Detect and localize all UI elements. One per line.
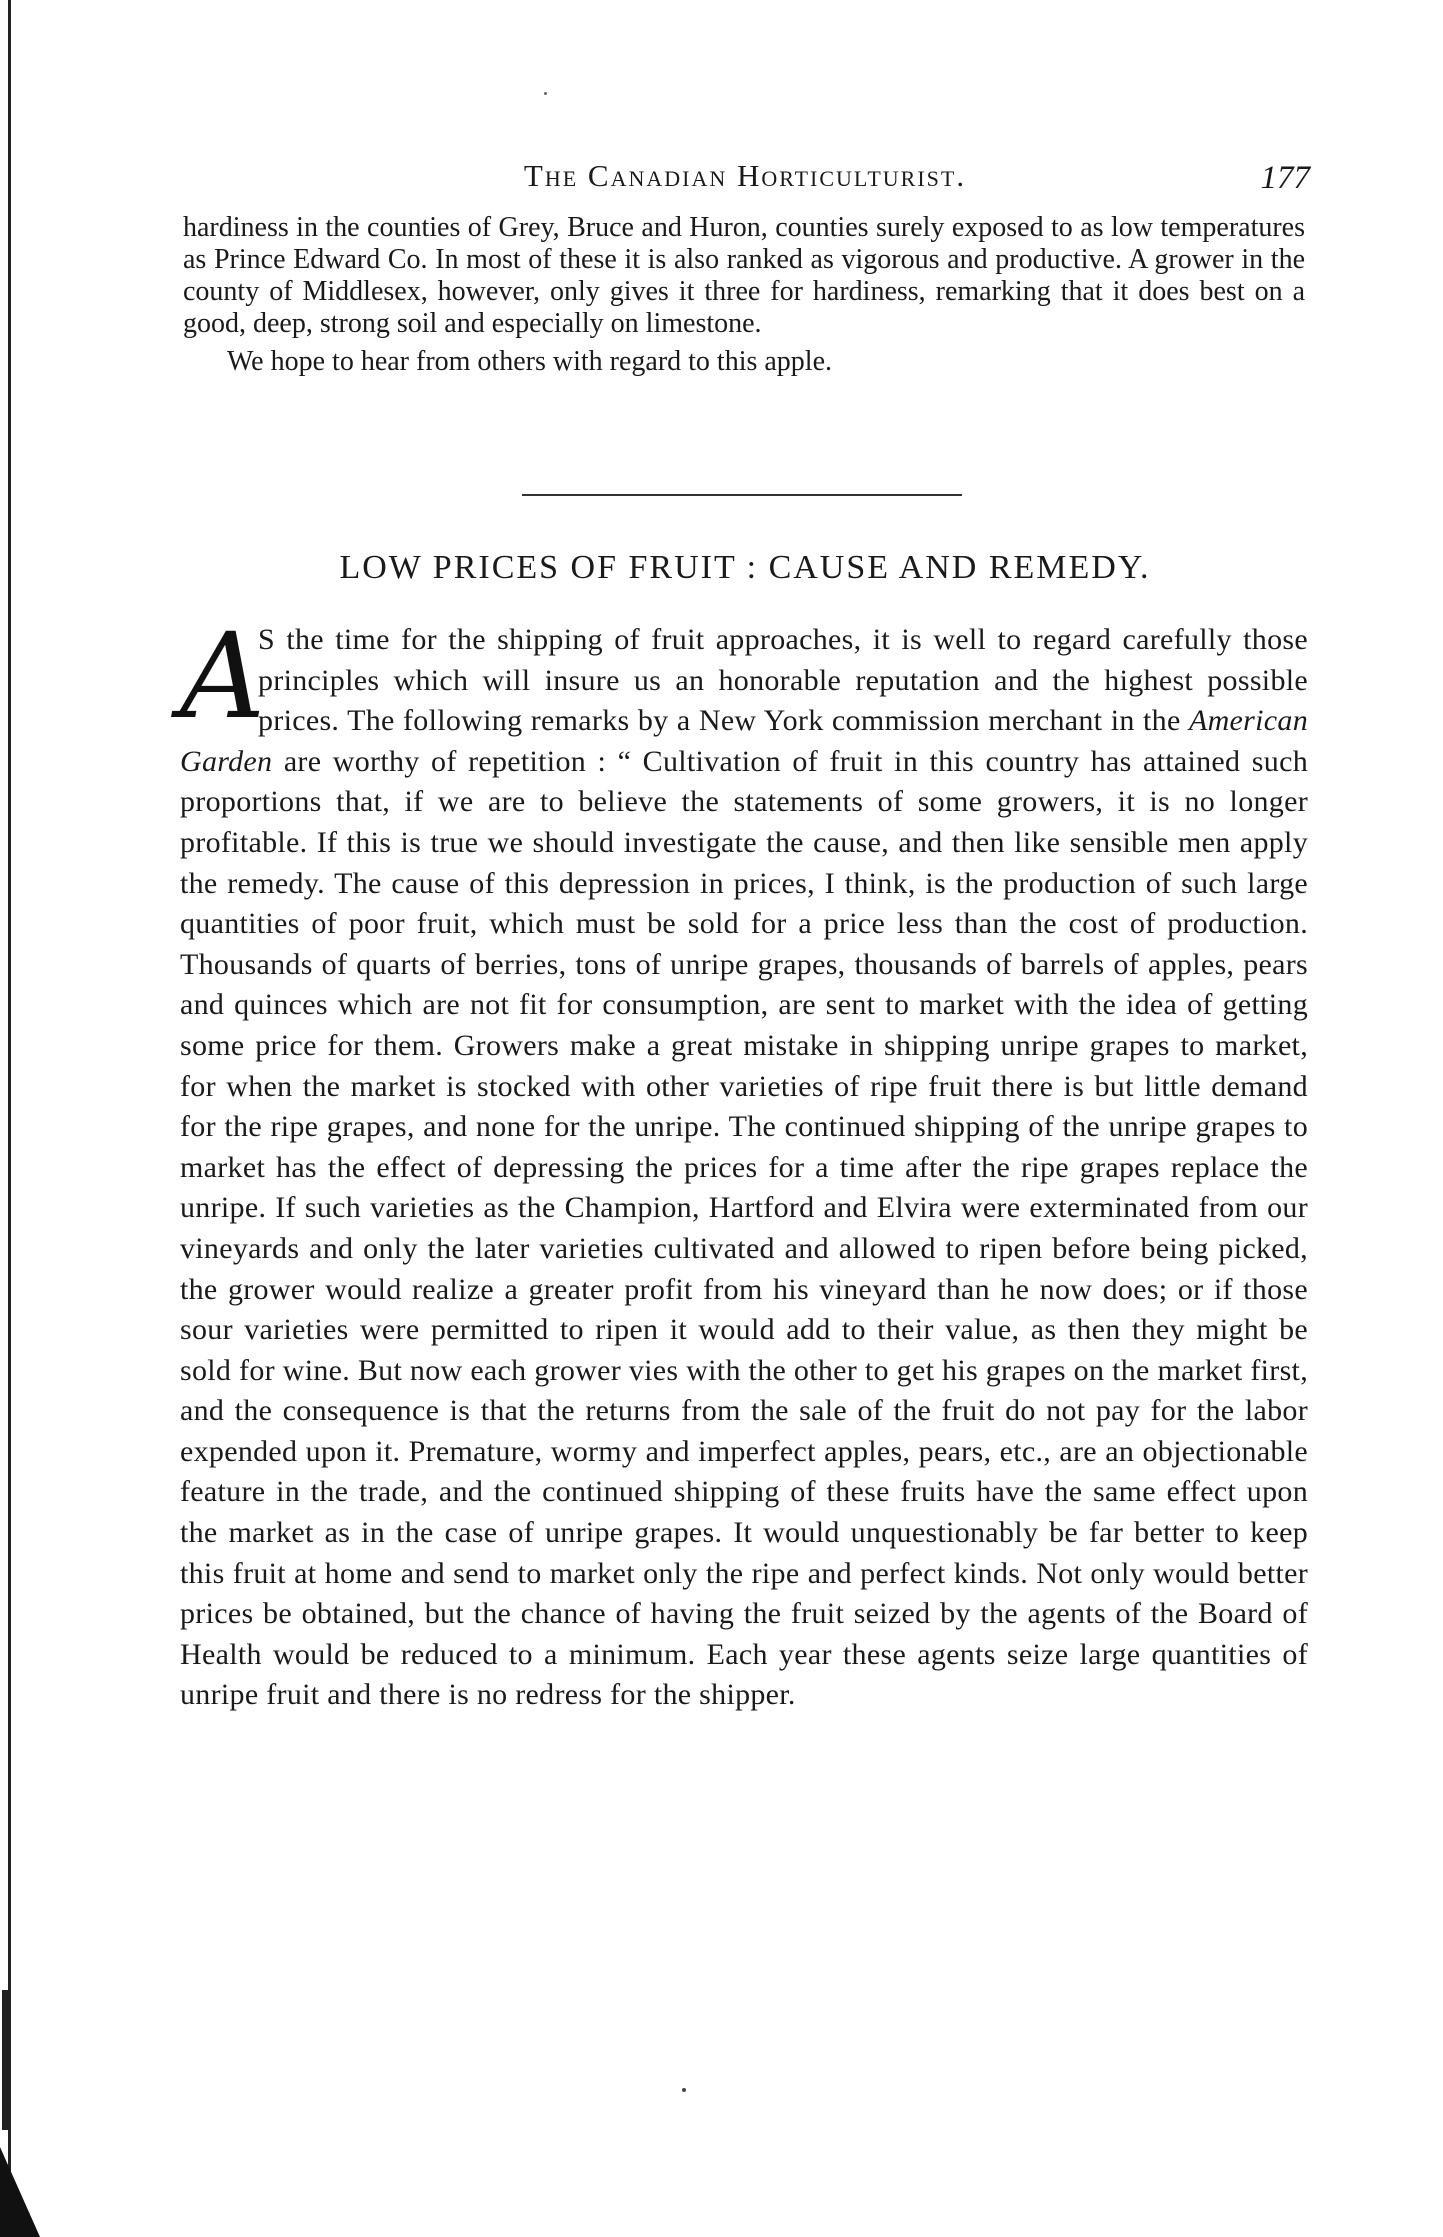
page-edge-shadow [2, 1990, 8, 2130]
closing-sentence: We hope to hear from others with regard to this apple. [227, 346, 833, 377]
drop-cap: A [180, 607, 266, 745]
publication-title: American Garden [180, 704, 1308, 778]
running-head [180, 158, 1310, 198]
section-divider [522, 494, 962, 496]
article-text-opening: S the time for the shipping of fruit approaches, it is well to regard carefully those principles which will insure us an honorable reputation and the highest possible prices. The following remarks by a New York commission merchant in the [258, 623, 1308, 738]
article-body [180, 607, 1308, 1716]
scan-speck [544, 92, 547, 95]
page-number: 177 [1260, 160, 1310, 196]
scan-speck-bottom [682, 2088, 686, 2092]
continued-paragraph-text: hardiness in the counties of Grey, Bruce and Huron, counties surely exposed to as low temperatures as Prince Edward Co. In most of these it is also ranked as vigorous and productive. A grower in the county of Middlesex, however, only gives it three for hardiness, remarking that it does best on a good, deep, strong soil and especially on limestone. [183, 212, 1305, 339]
continued-paragraph [183, 212, 1305, 378]
article-title: LOW PRICES OF FRUIT : CAUSE AND REMEDY. [339, 549, 1151, 586]
page-edge-rule [8, 0, 11, 2237]
running-title: The Canadian Horticulturist. [523, 158, 967, 193]
page-corner-mark [0, 2147, 40, 2237]
article-text-main: are worthy of repetition : “ Cultivation of fruit in this country has attained such proportions that, if we are to believe the statements of some growers, it is no longer profitable. If this is true we should investigate the cause, and then like sensible men apply the remedy. The cause of this depression in prices, I think, is the production of such large quantities of poor fruit, which must be sold for a price less than the cost of production. Thousands of quarts of berries, tons of unripe grapes, thousands of barrels of apples, pears and quinces which are not fit for consumption, are sent to market with the idea of getting some price for them. Growers make a great mistake in shipping unripe grapes to market, for when the market is stocked with other varieties of ripe fruit there is but little demand for the ripe grapes, and none for the unripe. The continued shipping of the unripe grapes to market has the effect of depressing the prices for a time after the ripe grapes replace the unripe. If such varieties as the Champion, Hartford and Elvira were exterminated from our vineyards and only the later varieties cultivated and allowed to ripen before being picked, the grower would realize a greater profit from his vineyard than he now does; or if those sour varieties were permitted to ripen it would add to their value, as then they might be sold for wine. But now each grower vies with the other to get his grapes on the market first, and the consequence is that the returns from the sale of the fruit do not pay for the labor expended upon it. Premature, wormy and imperfect apples, pears, etc., are an objectionable feature in the trade, and the continued shipping of these fruits have the same effect upon the market as in the case of unripe grapes. It would unquestionably be far better to keep this fruit at home and send to market only the ripe and perfect kinds. Not only would better prices be obtained, but the chance of having the fruit seized by the agents of the Board of Health would be reduced to a minimum. Each year these agents seize large quantities of unripe fruit and there is no redress for the shipper. [180, 744, 1308, 1712]
